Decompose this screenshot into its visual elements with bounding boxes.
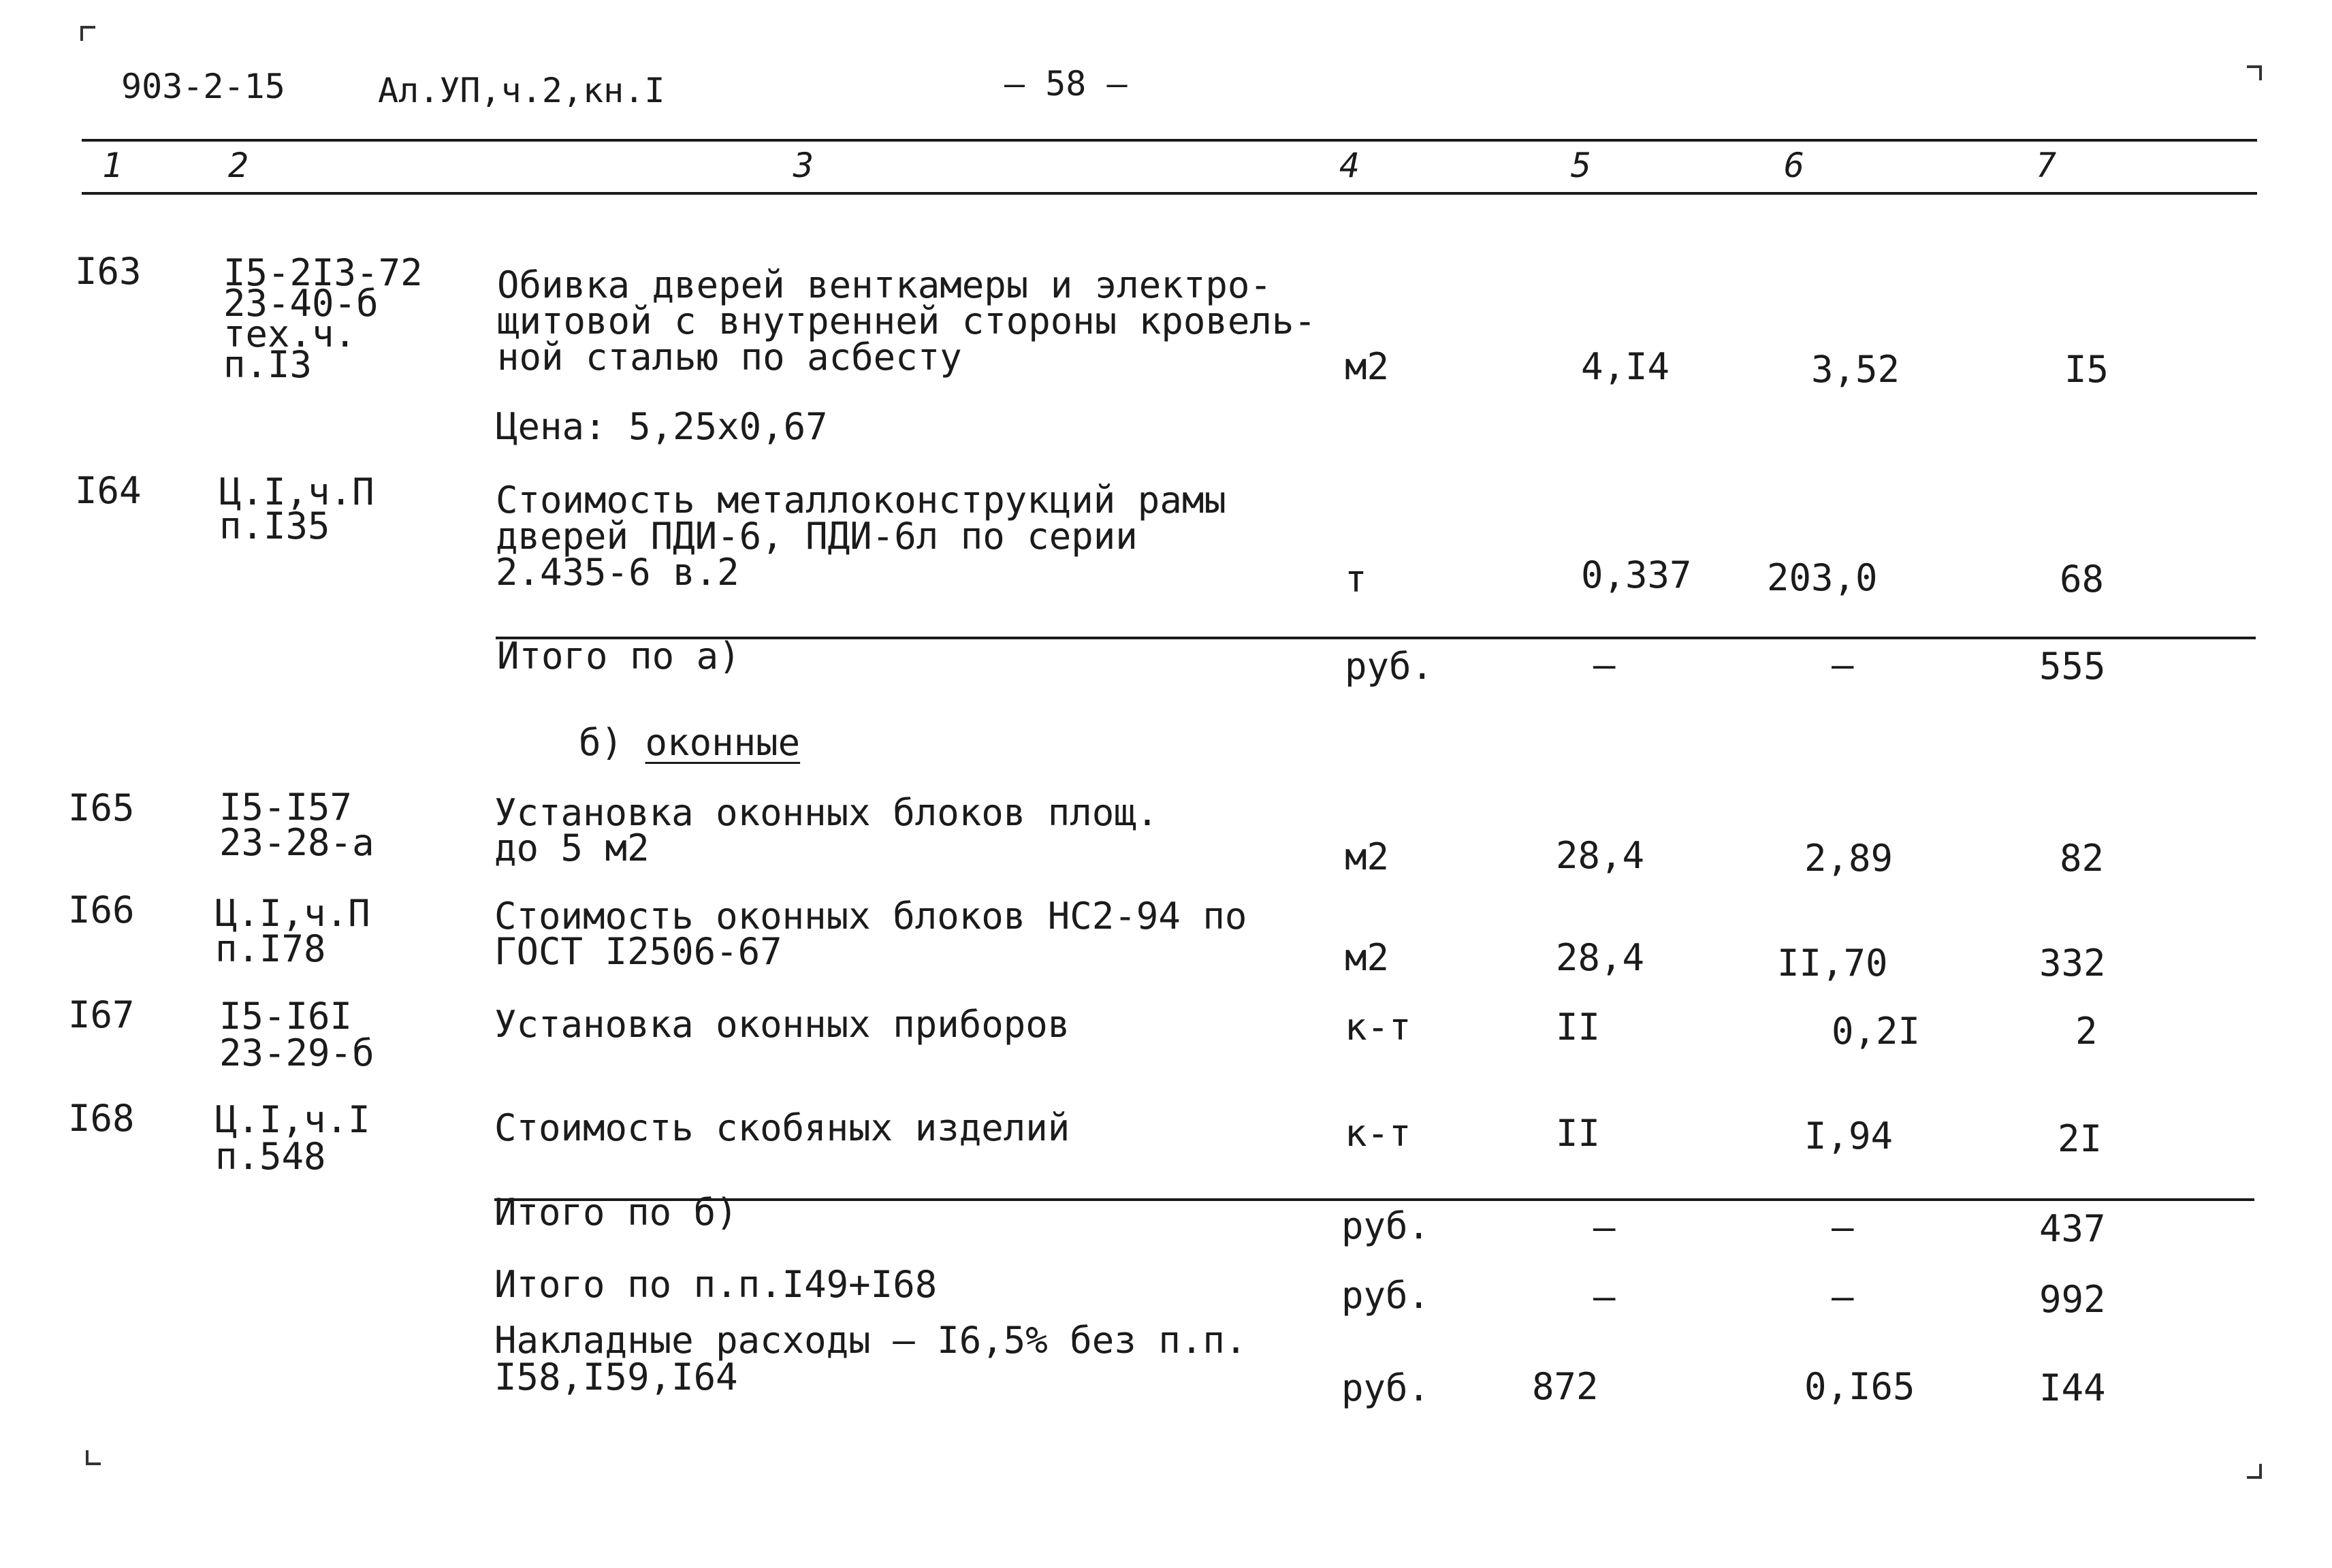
total-quantity: – <box>1593 1275 1616 1318</box>
subtotal-label: Итого по а) <box>497 635 741 677</box>
row-unit: м2 <box>1345 835 1390 878</box>
total-unit-price: – <box>1832 1275 1854 1318</box>
row-number: I66 <box>68 889 135 931</box>
row-quantity: 28,4 <box>1556 936 1645 979</box>
subtotal-unit: руб. <box>1341 1204 1431 1247</box>
row-unit-price: 3,52 <box>1811 348 1900 391</box>
total-label: Итого по п.п.I49+I68 <box>494 1263 938 1306</box>
row-reference: Ц.I,ч.I п.548 <box>215 1098 370 1178</box>
section-prefix: б) <box>579 721 624 764</box>
row-quantity: II <box>1556 1006 1601 1049</box>
total-unit: руб. <box>1341 1274 1431 1317</box>
subtotal-label: Итого по б) <box>494 1191 738 1234</box>
overhead-unit-price: 0,I65 <box>1804 1365 1915 1408</box>
row-unit-price: 203,0 <box>1767 556 1878 599</box>
row-unit: т <box>1345 558 1367 601</box>
header-bottom-rule <box>82 192 2257 195</box>
column-number-7: 7 <box>2036 146 2057 185</box>
row-number: I67 <box>68 993 135 1036</box>
row-unit: к-т <box>1345 1112 1411 1155</box>
overhead-unit: руб. <box>1341 1366 1431 1409</box>
row-reference: Ц.I,ч.П п.I78 <box>215 892 370 970</box>
row-unit-price: I,94 <box>1804 1115 1894 1157</box>
overhead-label: Накладные расходы – I6,5% без п.п. I58,I59,I64 <box>494 1319 1247 1398</box>
subtotal-quantity: – <box>1593 1206 1616 1249</box>
row-total: 332 <box>2039 942 2106 985</box>
total-total: 992 <box>2039 1278 2106 1321</box>
column-number-3: 3 <box>793 146 814 185</box>
row-description: Стоимость оконных блоков НС2-94 по ГОСТ I2506-67 <box>494 895 1247 973</box>
overhead-total: I44 <box>2039 1366 2106 1409</box>
subtotal-unit: руб. <box>1345 645 1434 688</box>
row-number: I63 <box>75 250 142 293</box>
row-total: 82 <box>2060 837 2105 880</box>
row-total: 2I <box>2058 1117 2103 1160</box>
row-quantity: 0,337 <box>1581 554 1692 596</box>
subtotal-total: 555 <box>2039 645 2106 688</box>
row-reference: I5-I6I 23-29-б <box>219 995 374 1074</box>
row-quantity: II <box>1556 1112 1601 1155</box>
row-unit-price: II,70 <box>1777 942 1888 985</box>
row-number: I64 <box>75 469 142 512</box>
row-description: Установка оконных приборов <box>494 1003 1070 1046</box>
corner-mark-top-left <box>80 26 95 41</box>
column-number-1: 1 <box>102 146 123 185</box>
row-total: I5 <box>2064 348 2109 391</box>
corner-mark-bottom-right <box>2247 1464 2262 1479</box>
row-unit-price: 2,89 <box>1804 837 1894 880</box>
row-reference: Ц.I,ч.П п.I35 <box>219 470 374 547</box>
subtotal-unit-price: – <box>1832 643 1854 686</box>
row-quantity: 28,4 <box>1556 834 1645 877</box>
row-reference: I5-I57 23-28-а <box>219 786 374 864</box>
corner-mark-bottom-left <box>86 1450 101 1465</box>
section-heading <box>579 723 800 762</box>
column-number-6: 6 <box>1784 146 1805 185</box>
row-quantity: 4,I4 <box>1581 345 1670 388</box>
row-description: Стоимость скобяных изделий <box>494 1106 1070 1149</box>
section-title: оконные <box>645 721 801 764</box>
row-description: Стоимость металлоконструкций рамы дверей ПДИ-6, ПДИ-6л по серии 2.435-6 в.2 <box>496 479 1226 594</box>
subtotal-b-rule <box>494 1198 2254 1201</box>
overhead-quantity: 872 <box>1532 1365 1599 1408</box>
subtotal-quantity: – <box>1593 643 1616 686</box>
row-unit: к-т <box>1345 1006 1411 1049</box>
album-reference: Ал.УП,ч.2,кн.I <box>378 71 665 110</box>
document-code: 903-2-15 <box>121 67 285 106</box>
row-description: Установка оконных блоков площ. до 5 м2 <box>494 791 1159 869</box>
page-number: — 58 — <box>1004 64 1128 103</box>
row-reference: I5-2I3-72 23-40-б тех.ч. п.I3 <box>223 251 423 386</box>
header-top-rule <box>82 139 2257 142</box>
column-number-4: 4 <box>1339 146 1360 185</box>
row-total: 68 <box>2060 558 2105 601</box>
column-number-2: 2 <box>228 146 249 185</box>
row-total: 2 <box>2075 1010 2098 1053</box>
subtotal-total: 437 <box>2039 1207 2106 1250</box>
row-price-note: Цена: 5,25x0,67 <box>496 405 828 448</box>
row-unit: м2 <box>1345 936 1390 979</box>
corner-mark-top-right <box>2247 65 2262 80</box>
row-unit: м2 <box>1345 345 1390 388</box>
column-number-5: 5 <box>1571 146 1592 185</box>
row-number: I65 <box>68 786 135 829</box>
subtotal-a-rule <box>496 637 2256 639</box>
row-unit-price: 0,2I <box>1832 1010 1921 1053</box>
subtotal-unit-price: – <box>1832 1206 1854 1249</box>
row-number: I68 <box>68 1097 135 1140</box>
row-description: Обивка дверей венткамеры и электро- щитовой с внутренней стороны кровель- ной сталью по асбесту <box>497 263 1316 379</box>
